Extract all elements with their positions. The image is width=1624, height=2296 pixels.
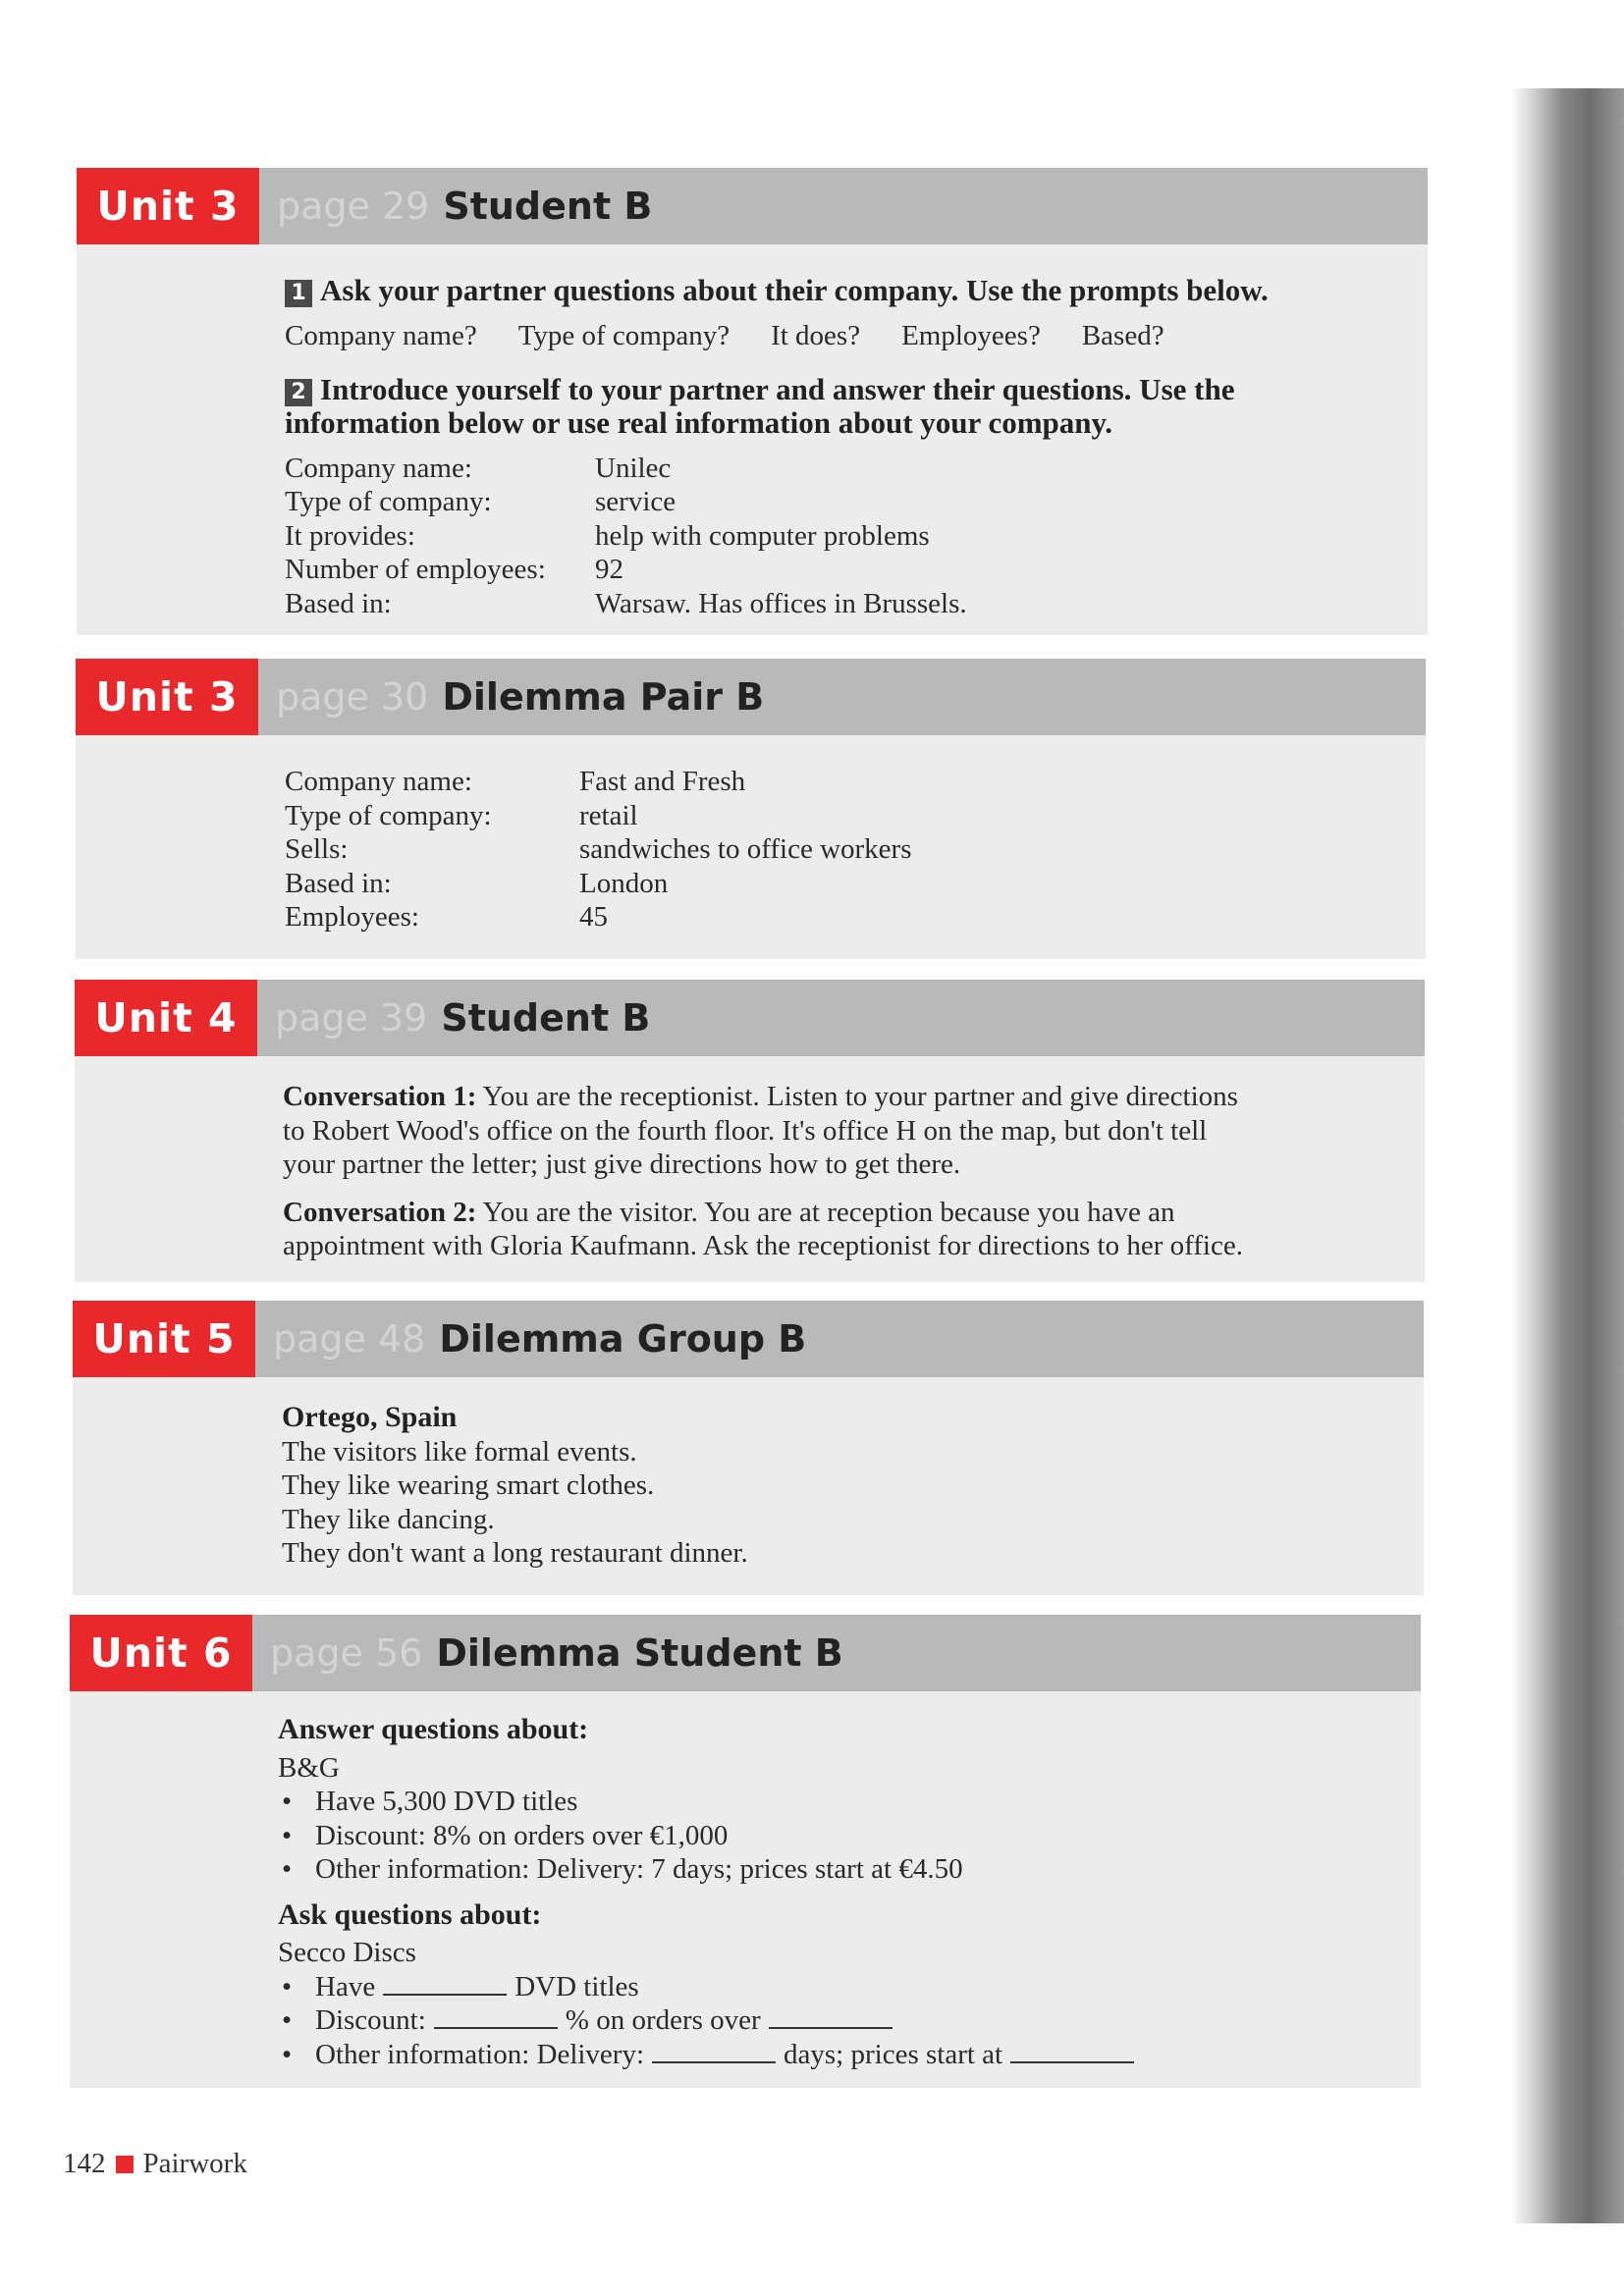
text-line: They don't want a long restaurant dinner. bbox=[282, 1537, 748, 1569]
field-label: Based in: bbox=[285, 587, 392, 619]
prompt: Company name? bbox=[285, 320, 477, 351]
ask-heading: Ask questions about: bbox=[278, 1897, 542, 1931]
conversation-text: You are the visitor. You are at reception because you have an bbox=[482, 1196, 1175, 1228]
prompt: Employees? bbox=[901, 320, 1041, 351]
task-2-text: information below or use real information about your company. bbox=[285, 404, 1113, 440]
field-value: 45 bbox=[579, 901, 608, 933]
header-bar bbox=[252, 1615, 1421, 1691]
prompt: Type of company? bbox=[517, 320, 731, 351]
section-unit5-dilemma-group-b bbox=[73, 1301, 1424, 1595]
field-value: sandwiches to office workers bbox=[579, 833, 912, 865]
conversation-label: Conversation 1: bbox=[283, 1081, 477, 1112]
task-2 bbox=[285, 373, 1414, 440]
table-row bbox=[285, 832, 912, 867]
page-number: 142 bbox=[63, 2148, 106, 2179]
section-unit3-dilemma-pair-b bbox=[76, 659, 1426, 959]
field-label: It provides: bbox=[285, 519, 415, 552]
unit-tab: Unit 3 bbox=[76, 659, 258, 735]
section-header bbox=[70, 1615, 1421, 1691]
table-row bbox=[285, 519, 967, 554]
field-value: Fast and Fresh bbox=[579, 766, 746, 797]
list-text: Have bbox=[315, 1970, 376, 2002]
section-body bbox=[75, 1056, 1425, 1282]
field-label: Type of company: bbox=[285, 799, 492, 831]
ask-list bbox=[278, 1970, 1358, 2072]
unit-tab: Unit 4 bbox=[75, 980, 257, 1056]
header-bar bbox=[257, 980, 1425, 1056]
list-text: DVD titles bbox=[514, 1970, 639, 2002]
company-info-table bbox=[285, 765, 912, 934]
section-unit3-student-b bbox=[77, 168, 1428, 635]
section-body bbox=[70, 1691, 1421, 2088]
company-name: B&G bbox=[278, 1751, 340, 1784]
place-heading: Ortego, Spain bbox=[282, 1401, 458, 1433]
unit-tab: Unit 6 bbox=[70, 1615, 252, 1691]
list-item bbox=[278, 2038, 1358, 2072]
field-value: help with computer problems bbox=[595, 519, 930, 552]
text-line: They like wearing smart clothes. bbox=[282, 1469, 655, 1501]
section-header bbox=[77, 168, 1428, 244]
table-row bbox=[285, 765, 912, 799]
field-value: London bbox=[579, 867, 669, 899]
list-text: % on orders over bbox=[565, 2004, 761, 2036]
unit-tab: Unit 3 bbox=[77, 168, 259, 244]
conversation-text: appointment with Gloria Kaufmann. Ask the receptionist for directions to her office. bbox=[283, 1230, 1243, 1261]
header-bar bbox=[258, 659, 1426, 735]
field-label: Type of company: bbox=[285, 486, 492, 517]
field-value: Warsaw. Has offices in Brussels. bbox=[595, 587, 967, 619]
list-item: • Other information: Delivery: 7 days; prices start at €4.50 bbox=[278, 1852, 1358, 1887]
section-body bbox=[77, 244, 1428, 635]
conversation-text: your partner the letter; just give directions how to get there. bbox=[283, 1148, 961, 1180]
section-unit4-student-b bbox=[75, 980, 1425, 1282]
field-label: Sells: bbox=[285, 833, 349, 865]
page-reference: page 29 bbox=[277, 185, 430, 228]
red-square-icon bbox=[116, 2156, 134, 2173]
list-item: • Have 5,300 DVD titles bbox=[278, 1785, 1358, 1819]
blank-line bbox=[383, 1974, 507, 1996]
list-text: Discount: bbox=[315, 2004, 426, 2036]
field-value: 92 bbox=[595, 554, 623, 585]
table-row bbox=[285, 452, 967, 486]
table-row bbox=[285, 799, 912, 833]
field-value: service bbox=[595, 486, 677, 517]
blank-line bbox=[434, 2007, 558, 2029]
answer-heading: Answer questions about: bbox=[278, 1713, 589, 1745]
header-bar bbox=[259, 168, 1428, 244]
section-unit6-dilemma-student-b bbox=[70, 1615, 1421, 2088]
list-item bbox=[278, 1970, 1358, 2004]
header-bar bbox=[255, 1301, 1424, 1377]
blank-line bbox=[769, 2007, 893, 2029]
text-line: They like dancing. bbox=[282, 1503, 495, 1535]
task-number-badge: 1 bbox=[285, 280, 312, 307]
conversation-text: to Robert Wood's office on the fourth floor. It's office H on the map, but don't tell bbox=[283, 1114, 1208, 1147]
blank-line bbox=[1010, 2042, 1134, 2063]
field-label: Based in: bbox=[285, 867, 392, 899]
field-value: Unilec bbox=[595, 452, 672, 484]
list-text: Other information: Delivery: bbox=[315, 2038, 645, 2070]
list-item: • Discount: 8% on orders over €1,000 bbox=[278, 1819, 1358, 1853]
book-spine-shadow bbox=[1510, 88, 1624, 2223]
page-reference: page 48 bbox=[273, 1317, 426, 1361]
answer-list bbox=[278, 1785, 1358, 1887]
prompt-list bbox=[285, 319, 1414, 353]
section-title: Dilemma Pair B bbox=[442, 675, 765, 719]
section-body bbox=[76, 735, 1426, 959]
section-title: Dilemma Group B bbox=[439, 1317, 807, 1361]
task-2-text: Introduce yourself to your partner and answer their questions. Use the bbox=[320, 371, 1235, 406]
task-1 bbox=[285, 274, 1414, 307]
unit-tab: Unit 5 bbox=[73, 1301, 255, 1377]
page-reference: page 30 bbox=[276, 675, 429, 719]
section-title: Student B bbox=[441, 996, 651, 1040]
conversation-1 bbox=[283, 1080, 1412, 1182]
prompt: Based? bbox=[1081, 320, 1164, 351]
footer-label: Pairwork bbox=[142, 2148, 247, 2179]
task-number-badge: 2 bbox=[285, 379, 312, 406]
task-1-text: Ask your partner questions about their company. Use the prompts below. bbox=[320, 273, 1269, 307]
section-header bbox=[75, 980, 1425, 1056]
field-value: retail bbox=[579, 799, 638, 831]
conversation-text: You are the receptionist. Listen to your partner and give directions bbox=[482, 1081, 1238, 1112]
list-text: days; prices start at bbox=[784, 2038, 1003, 2070]
list-item bbox=[278, 2003, 1358, 2038]
table-row bbox=[285, 485, 967, 519]
company-info-table bbox=[285, 452, 967, 621]
table-row bbox=[285, 867, 912, 901]
table-row bbox=[285, 553, 967, 587]
section-title: Student B bbox=[443, 185, 653, 228]
page-reference: page 56 bbox=[270, 1631, 423, 1675]
table-row bbox=[285, 900, 912, 934]
text-line: The visitors like formal events. bbox=[282, 1435, 637, 1468]
section-body bbox=[73, 1377, 1424, 1595]
field-label: Number of employees: bbox=[285, 554, 546, 585]
conversation-2 bbox=[283, 1196, 1412, 1263]
field-label: Company name: bbox=[285, 766, 472, 797]
section-header bbox=[73, 1301, 1424, 1377]
company-name: Secco Discs bbox=[278, 1937, 416, 1968]
conversation-label: Conversation 2: bbox=[283, 1196, 477, 1228]
page-footer bbox=[63, 2148, 247, 2180]
field-label: Employees: bbox=[285, 901, 419, 933]
field-label: Company name: bbox=[285, 452, 472, 484]
blank-line bbox=[652, 2042, 776, 2063]
table-row bbox=[285, 587, 967, 621]
prompt: It does? bbox=[771, 320, 861, 351]
section-header bbox=[76, 659, 1426, 735]
section-title: Dilemma Student B bbox=[436, 1631, 843, 1675]
page-reference: page 39 bbox=[275, 996, 428, 1040]
